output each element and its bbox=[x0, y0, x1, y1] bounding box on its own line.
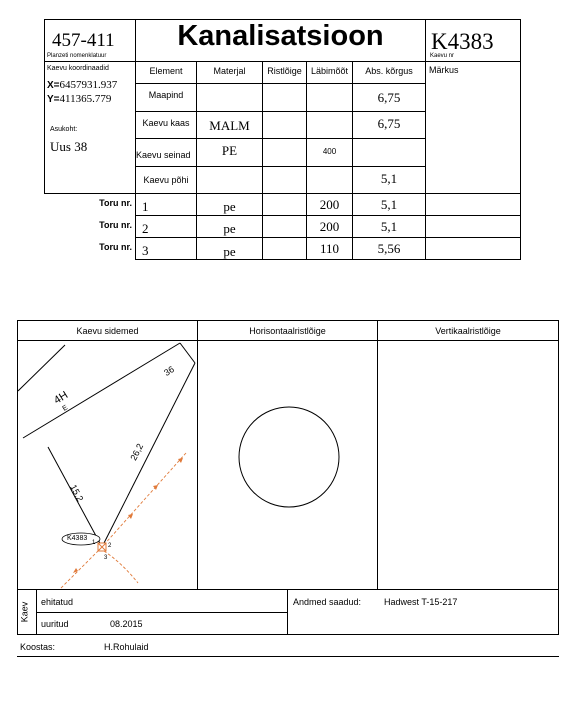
point-label: 2 bbox=[108, 543, 112, 549]
pipe-label: Toru nr. bbox=[99, 242, 132, 252]
pipe-diameter: 200 bbox=[319, 197, 340, 212]
building-label: 4H bbox=[51, 389, 71, 407]
point-label: 3 bbox=[104, 555, 108, 561]
pipe-material: pe bbox=[223, 244, 236, 259]
author-label: Koostas: bbox=[20, 642, 56, 652]
pipe-diameter: 110 bbox=[319, 241, 340, 256]
pipe-material: pe bbox=[223, 199, 236, 214]
element-name: Kaevu kaas bbox=[142, 118, 190, 128]
pipe-number: 1 bbox=[142, 199, 149, 214]
pipe-elevation: 5,56 bbox=[377, 241, 401, 256]
sheet-number-label: Planzeti nomenklatuur bbox=[47, 53, 107, 59]
coord-y-value: 411365.779 bbox=[59, 93, 112, 105]
col-elevation: Abs. kõrgus bbox=[365, 66, 413, 76]
page-title: Kanalisatsioon bbox=[177, 20, 384, 52]
kaev-label: Kaev bbox=[19, 601, 30, 623]
pipe-number: 2 bbox=[142, 221, 149, 236]
author-value: H.Rohulaid bbox=[104, 642, 149, 652]
pipe-label: Toru nr. bbox=[99, 220, 132, 230]
pipe-line bbox=[104, 551, 138, 583]
pipe-number: 3 bbox=[142, 243, 149, 258]
coords-label: Kaevu koordinaadid bbox=[47, 65, 109, 72]
dim-label-15-2: 15,2 bbox=[68, 482, 86, 504]
col-horizontal-section: Horisontaalristlõige bbox=[249, 326, 326, 336]
element-material: PE bbox=[221, 143, 238, 158]
pipe-diameter: 200 bbox=[319, 219, 340, 234]
col-cross-section: Ristlõige bbox=[267, 66, 302, 76]
manhole-id: K4383 bbox=[431, 29, 494, 54]
source-value: Hadwest T-15-217 bbox=[384, 597, 458, 607]
element-name: Maapind bbox=[148, 90, 184, 100]
building-outline bbox=[18, 345, 65, 391]
dim-label-36: 36 bbox=[162, 364, 176, 378]
pipe-material: pe bbox=[223, 221, 236, 236]
coord-x bbox=[47, 79, 117, 91]
col-diameter: Läbimõõt bbox=[310, 66, 349, 76]
surveyed-label: uuritud bbox=[41, 619, 69, 629]
pipe-elevation: 5,1 bbox=[380, 219, 398, 234]
element-name: Kaevu seinad bbox=[136, 150, 191, 160]
element-elevation: 6,75 bbox=[377, 90, 401, 105]
manhole-section-circle bbox=[239, 407, 339, 507]
element-elevation: 5,1 bbox=[380, 171, 398, 186]
element-elevation: 6,75 bbox=[377, 116, 401, 131]
col-element: Element bbox=[149, 66, 183, 76]
dim-label-26-2: 26,2 bbox=[128, 441, 146, 463]
flow-arrow-icon bbox=[153, 485, 158, 490]
element-material: MALM bbox=[209, 118, 250, 133]
surveyed-date: 08.2015 bbox=[110, 619, 143, 629]
pipe-line bbox=[102, 453, 186, 547]
sheet-number: 457-411 bbox=[52, 30, 115, 51]
site-sketch bbox=[18, 341, 197, 589]
coord-x-value: 6457931.937 bbox=[59, 79, 118, 91]
building-outline bbox=[180, 343, 195, 363]
building-outline bbox=[23, 343, 180, 438]
col-vertical-section: Vertikaalristlõige bbox=[435, 326, 501, 336]
source-label: Andmed saadud: bbox=[293, 597, 362, 607]
point-label: 1 bbox=[92, 540, 96, 546]
element-name: Kaevu põhi bbox=[143, 175, 189, 185]
coord-y bbox=[47, 93, 111, 105]
pipe-label: Toru nr. bbox=[99, 198, 132, 208]
horizontal-section-drawing bbox=[198, 341, 377, 589]
col-notes: Märkus bbox=[429, 65, 459, 75]
manhole-tag: K4383 bbox=[67, 535, 88, 542]
pipe-elevation: 5,1 bbox=[380, 197, 398, 212]
measure-line bbox=[102, 363, 195, 547]
col-material: Materjal bbox=[213, 66, 246, 76]
element-diameter: 400 bbox=[322, 147, 337, 156]
coord-x-prefix: X= bbox=[47, 80, 60, 91]
pipe-line bbox=[60, 547, 102, 589]
col-manhole-links: Kaevu sidemed bbox=[76, 326, 139, 336]
built-label: ehitatud bbox=[41, 597, 74, 607]
coord-y-prefix: Y= bbox=[47, 94, 60, 105]
manhole-id-label: Kaevu nr bbox=[430, 53, 455, 59]
location-value: Uus 38 bbox=[50, 139, 88, 154]
location-label: Asukoht: bbox=[50, 126, 78, 133]
building-sublabel: E bbox=[61, 404, 70, 413]
